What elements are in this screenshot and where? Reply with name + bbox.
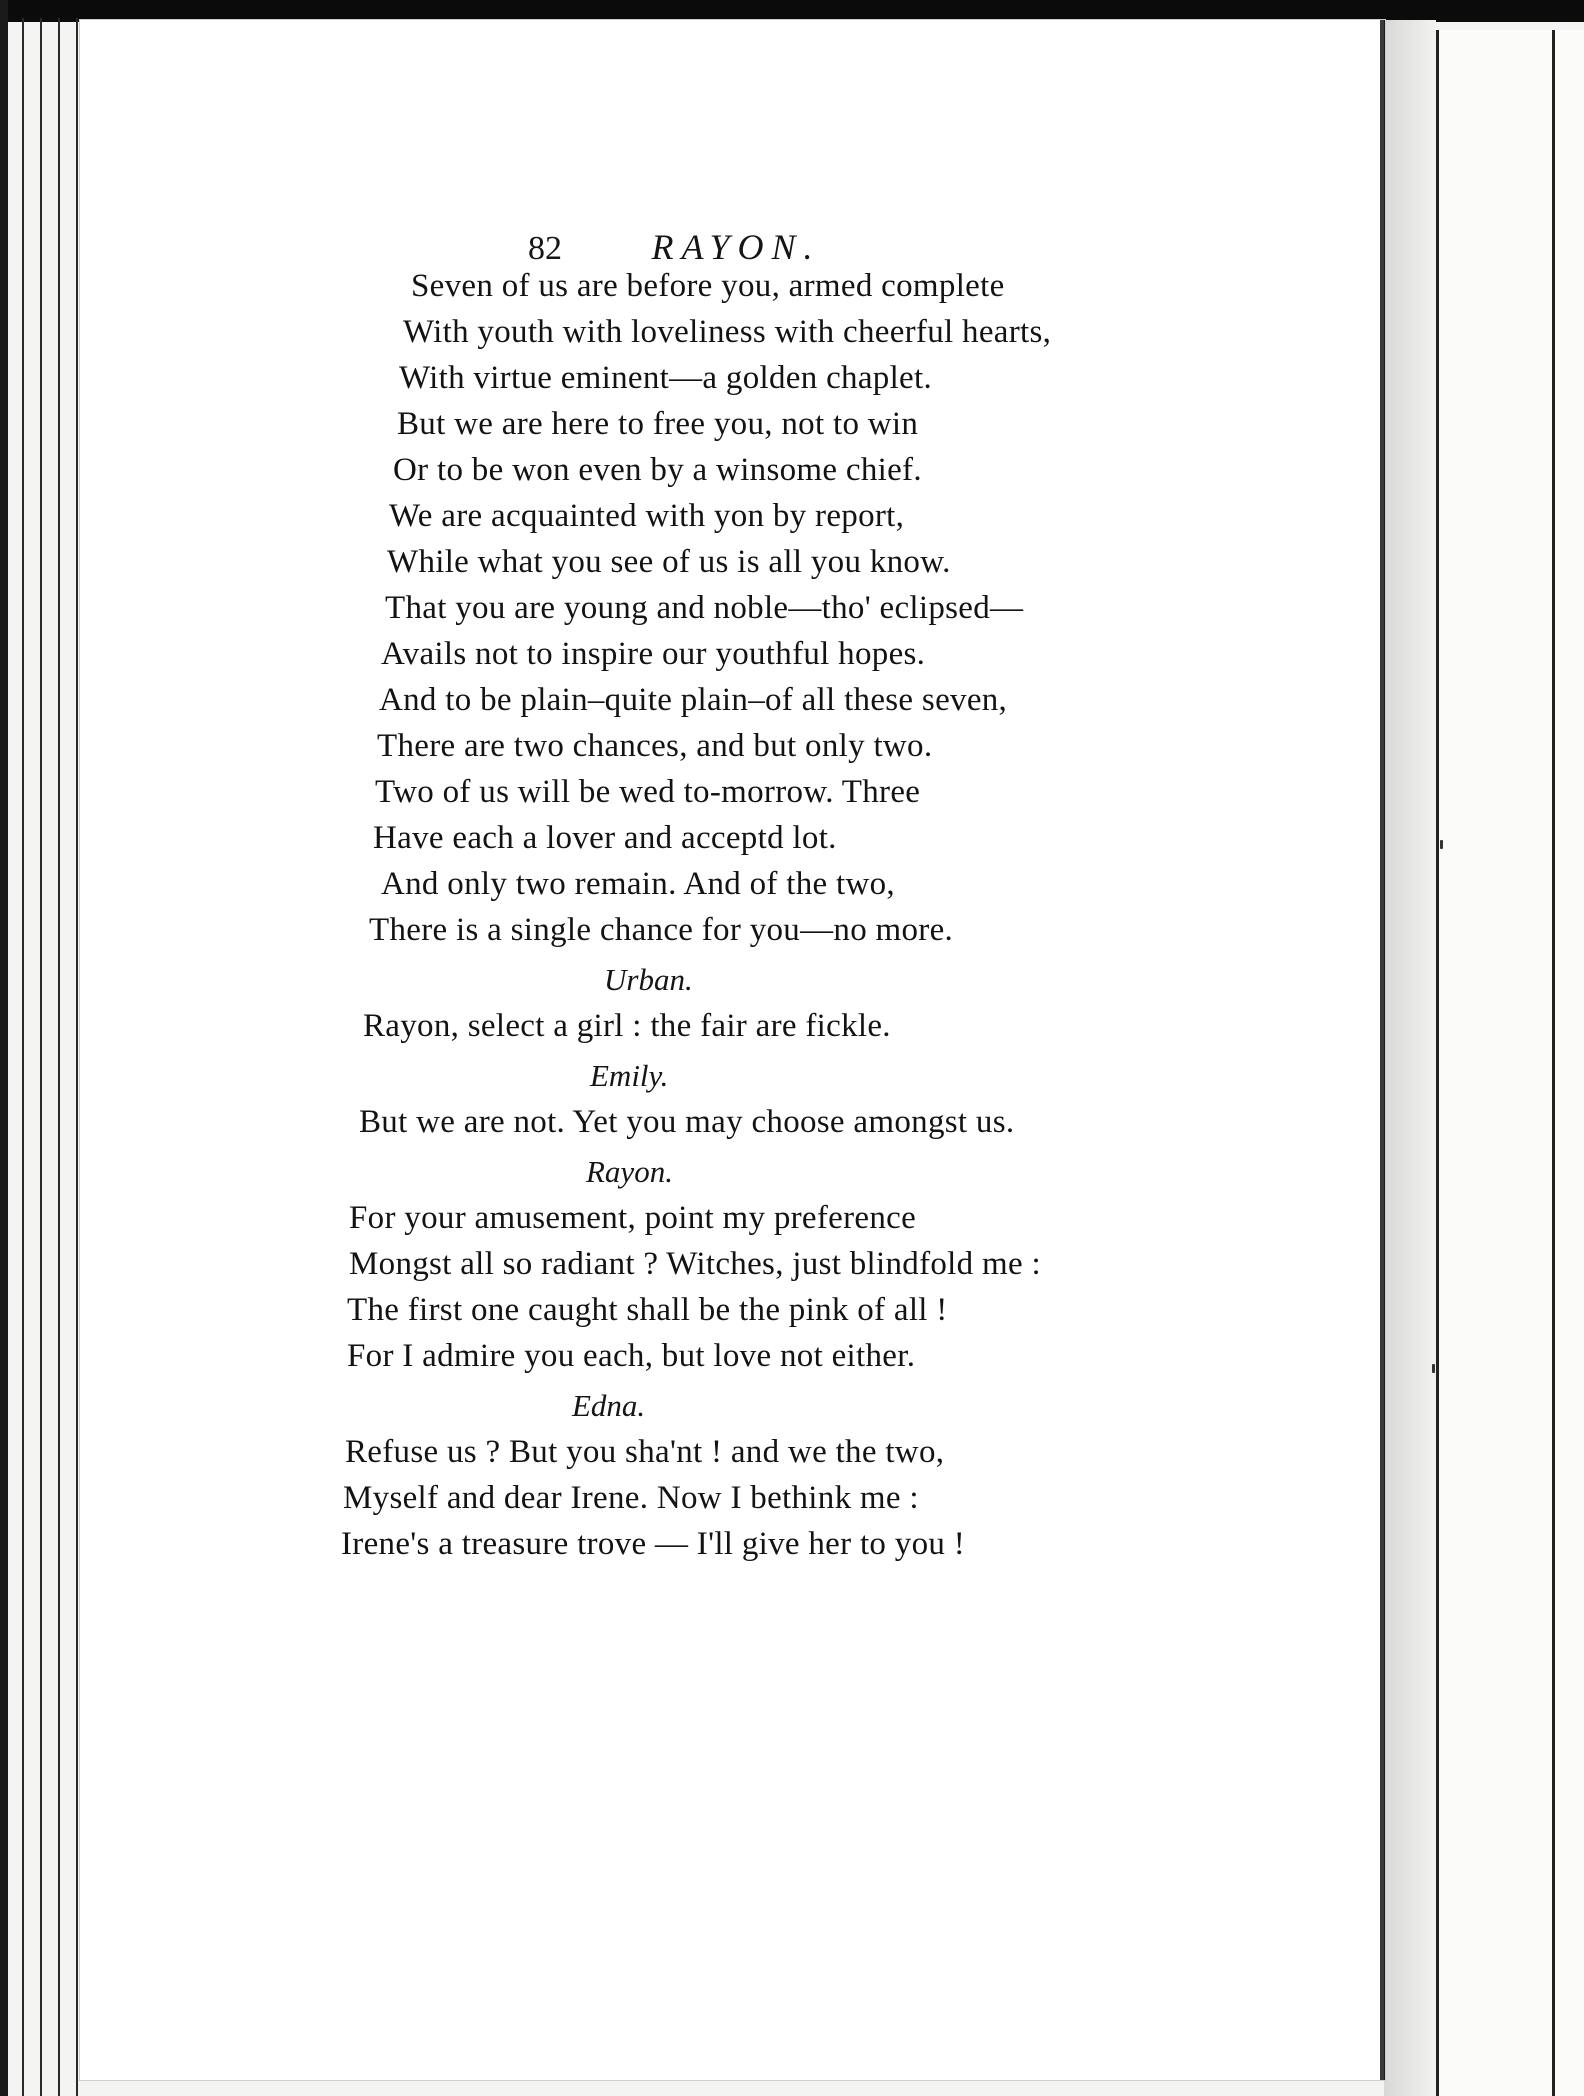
page-header xyxy=(528,226,821,268)
scan-top-border xyxy=(0,0,1584,22)
speaker-name: Urban. xyxy=(604,962,693,997)
verse-line: With youth with loveliness with cheerful hearts, xyxy=(403,314,1052,350)
page-stack-edge xyxy=(22,18,24,2096)
verse-line: Irene's a treasure trove — I'll give her to you ! xyxy=(341,1526,966,1562)
page-stack-edge xyxy=(58,18,60,2096)
verse-line: And to be plain–quite plain–of all these seven, xyxy=(379,682,1008,718)
verse-line: While what you see of us is all you know. xyxy=(387,544,951,580)
verse-line: But we are here to free you, not to win xyxy=(397,406,919,442)
page-number: 82 xyxy=(528,230,562,267)
facing-page xyxy=(1436,30,1584,2096)
verse-line: Have each a lover and acceptd lot. xyxy=(373,820,837,856)
verse-line: We are acquainted with yon by report, xyxy=(389,498,905,534)
running-title: RAYON. xyxy=(651,227,821,267)
verse-line: And only two remain. And of the two, xyxy=(381,866,895,902)
verse-line: Refuse us ? But you sha'nt ! and we the two, xyxy=(345,1434,945,1470)
verse-line: For I admire you each, but love not either. xyxy=(347,1338,916,1374)
verse-line: There are two chances, and but only two. xyxy=(377,728,933,764)
verse-line: Avails not to inspire our youthful hopes. xyxy=(381,636,926,672)
speaker-name: Emily. xyxy=(590,1058,669,1093)
verse-line: Two of us will be wed to-morrow. Three xyxy=(375,774,921,810)
verse-line: Or to be won even by a winsome chief. xyxy=(393,452,922,488)
verse-line: Seven of us are before you, armed complete xyxy=(411,268,1005,304)
verse-line: With virtue eminent—a golden chaplet. xyxy=(399,360,933,396)
scan-left-border xyxy=(0,0,8,2096)
verse-line: There is a single chance for you—no more. xyxy=(369,912,954,948)
verse-line: The first one caught shall be the pink of all ! xyxy=(347,1292,948,1328)
verse-line: That you are young and noble—tho' eclipsed— xyxy=(385,590,1024,626)
scan-speck xyxy=(1432,1364,1435,1373)
page-edge xyxy=(1380,20,1384,2080)
verse-line: But we are not. Yet you may choose amongst us. xyxy=(359,1104,1015,1140)
gutter-shadow xyxy=(1384,20,1436,2096)
verse-line: Mongst all so radiant ? Witches, just blindfold me : xyxy=(349,1246,1041,1282)
verse-line: For your amusement, point my preference xyxy=(349,1200,917,1236)
speaker-name: Edna. xyxy=(572,1388,646,1423)
speaker-name: Rayon. xyxy=(586,1154,673,1189)
verse-line: Rayon, select a girl : the fair are fickle. xyxy=(363,1008,891,1044)
page-stack-edge xyxy=(40,18,42,2096)
verse-line: Myself and dear Irene. Now I bethink me : xyxy=(343,1480,919,1516)
scan-speck xyxy=(1440,840,1443,849)
facing-page-edge xyxy=(1552,30,1555,2096)
page-stack-edge xyxy=(76,18,78,2096)
